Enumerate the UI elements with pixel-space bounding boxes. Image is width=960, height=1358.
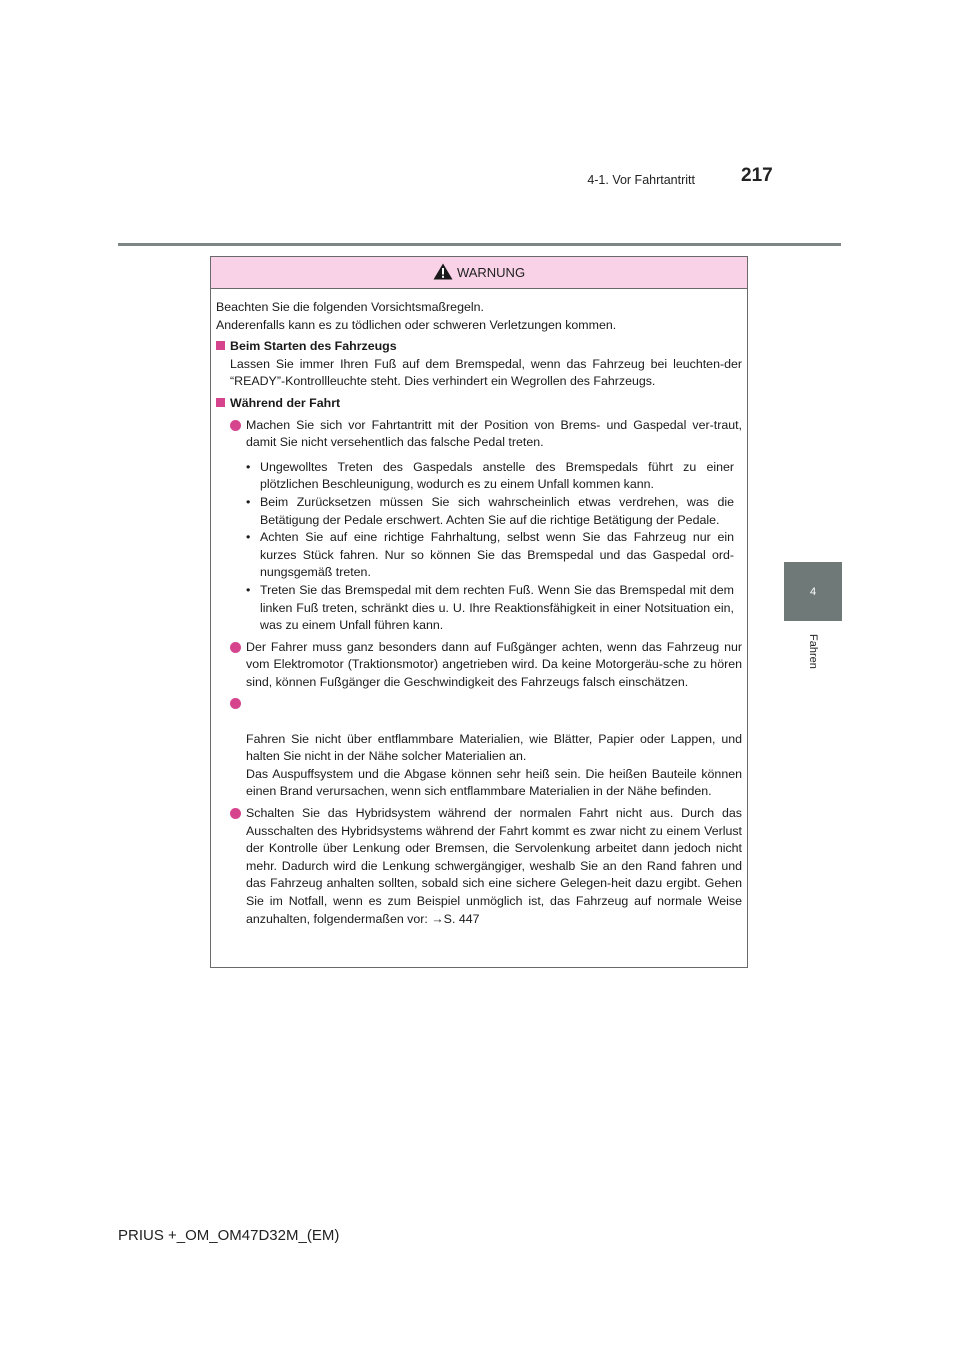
list-item: • Ungewolltes Treten des Gaspedals anstelle des Bremspedals führt zu einer plötzlichen Beschleunigung, wodurch es zu einem Unfall kommen kann.: [246, 459, 734, 492]
header-divider: [118, 243, 841, 246]
list-item: [216, 417, 742, 452]
chapter-label: Fahren: [807, 633, 819, 669]
sub-bullet-text: Achten Sie auf eine richtige Fahrhaltung, selbst wenn Sie das Fahrzeug nur ein kurzes Stück fahren. Nur so können Sie das Bremspedal und das Gaspedal ord-nungsgemäß treten.: [260, 530, 734, 580]
warning-box: [210, 256, 748, 968]
sub-bullet-text: Ungewolltes Treten des Gaspedals anstelle des Bremspedals führt zu einer plötzlichen Beschleunigung, wodurch es zu einem Unfall kommen kann.: [260, 459, 734, 492]
section-heading-starting: [216, 338, 742, 356]
warning-body: [211, 289, 747, 928]
circle-bullet-icon: [230, 808, 241, 819]
chapter-number: 4: [809, 585, 817, 598]
warning-triangle-icon: [433, 263, 453, 283]
list-item: • Beim Zurücksetzen müssen Sie sich wahrscheinlich etwas verdrehen, was die Betätigung der Pedale erschwert. Achten Sie auf die richtige Betätigung der Pedale.: [246, 494, 734, 527]
list-item: [216, 639, 742, 692]
list-item: [216, 805, 742, 928]
sub-list: [216, 459, 742, 635]
square-bullet-icon: [216, 341, 225, 350]
list-item: • Treten Sie das Bremspedal mit dem rechten Fuß. Wenn Sie das Bremspedal mit dem linken Fuß treten, schränkt dies u. U. Ihre Reaktionsfähigkeit in einer Notsituation ein, was zu einem Unfall führen kann.: [246, 582, 734, 633]
section-heading-text: Beim Starten des Fahrzeugs: [230, 339, 397, 354]
warning-header: [211, 257, 747, 289]
section-heading-text: Während der Fahrt: [230, 395, 341, 410]
section-text-starting: Lassen Sie immer Ihren Fuß auf dem Bremspedal, wenn das Fahrzeug bei leuchten-der “READY”-Kontrollleuchte steht. Dies verhindert ein Wegrollen des Fahrzeugs.: [230, 356, 742, 389]
page-number: 217: [741, 165, 773, 186]
warning-title: WARNUNG: [456, 265, 526, 280]
bullet-text: Der Fahrer muss ganz besonders dann auf Fußgänger achten, wenn das Fahrzeug nur vom Elektromotor (Traktionsmotor) angetrieben wird. Da keine Motorgeräu-sche zu hören sind, können Fußgänger die Geschwindigkeit des Fahrzeugs falsch einschätzen.: [246, 639, 742, 689]
section-heading-driving: [216, 395, 742, 413]
document-code: PRIUS +_OM_OM47D32M_(EM): [118, 1227, 340, 1244]
sub-bullet-text: Beim Zurücksetzen müssen Sie sich wahrscheinlich etwas verdrehen, was die Betätigung der Pedale erschwert. Achten Sie auf die richtige Betätigung der Pedale.: [260, 494, 734, 527]
circle-bullet-icon: [230, 420, 241, 431]
circle-bullet-icon: [230, 642, 241, 653]
square-bullet-icon: [216, 398, 225, 407]
section-title: 4-1. Vor Fahrtantritt: [587, 173, 695, 187]
bullet-text: Machen Sie sich vor Fahrtantritt mit der Position von Brems- und Gaspedal ver-traut, damit Sie nicht versehentlich das falsche Pedal treten.: [246, 417, 742, 450]
bullet-text: Fahren Sie nicht über entflammbare Materialien, wie Blätter, Papier oder Lappen, und halten Sie nicht in der Nähe solcher Materialien an. Das Auspuffsystem und die Abgase können sehr heiß sein. Die heißen Bauteile können einen Brand verursachen, wenn sich entflammbare Materialien in der Nähe befinden.: [246, 731, 742, 799]
circle-bullet-icon: [230, 698, 241, 709]
chapter-tab: [784, 562, 842, 621]
warning-intro: Beachten Sie die folgenden Vorsichtsmaßregeln. Anderenfalls kann es zu tödlichen oder schweren Verletzungen kommen.: [216, 300, 617, 332]
list-item: • Achten Sie auf eine richtige Fahrhaltung, selbst wenn Sie das Fahrzeug nur ein kurzes Stück fahren. Nur so können Sie das Bremspedal und das Gaspedal ord-nungsgemäß treten.: [246, 530, 734, 580]
list-item: [216, 695, 742, 801]
sub-bullet-text: Treten Sie das Bremspedal mit dem rechten Fuß. Wenn Sie das Bremspedal mit dem linken Fuß treten, schränkt dies u. U. Ihre Reaktionsfähigkeit in einer Notsituation ein, was zu einem Unfall führen kann.: [260, 582, 734, 633]
bullet-text: Schalten Sie das Hybridsystem während der normalen Fahrt nicht aus. Durch das Ausschalten des Hybridsystems während der Fahrt kommt es zwar nicht zu einem Verlust der Kontrolle über Lenkung oder Bremsen, die Servolenkung arbeitet dann jedoch nicht mehr. Dadurch wird die Lenkung schwergängiger, weshalb Sie an den Rand fahren und das Fahrzeug anhalten sollten, sobald sich eine sichere Gelegen-heit dazu ergibt. Gehen Sie im Notfall, wenn es zum Beispiel unmöglich ist, das Fahrzeug auf normale Weise anzuhalten, folgendermaßen vor: →S. 447: [246, 806, 742, 926]
